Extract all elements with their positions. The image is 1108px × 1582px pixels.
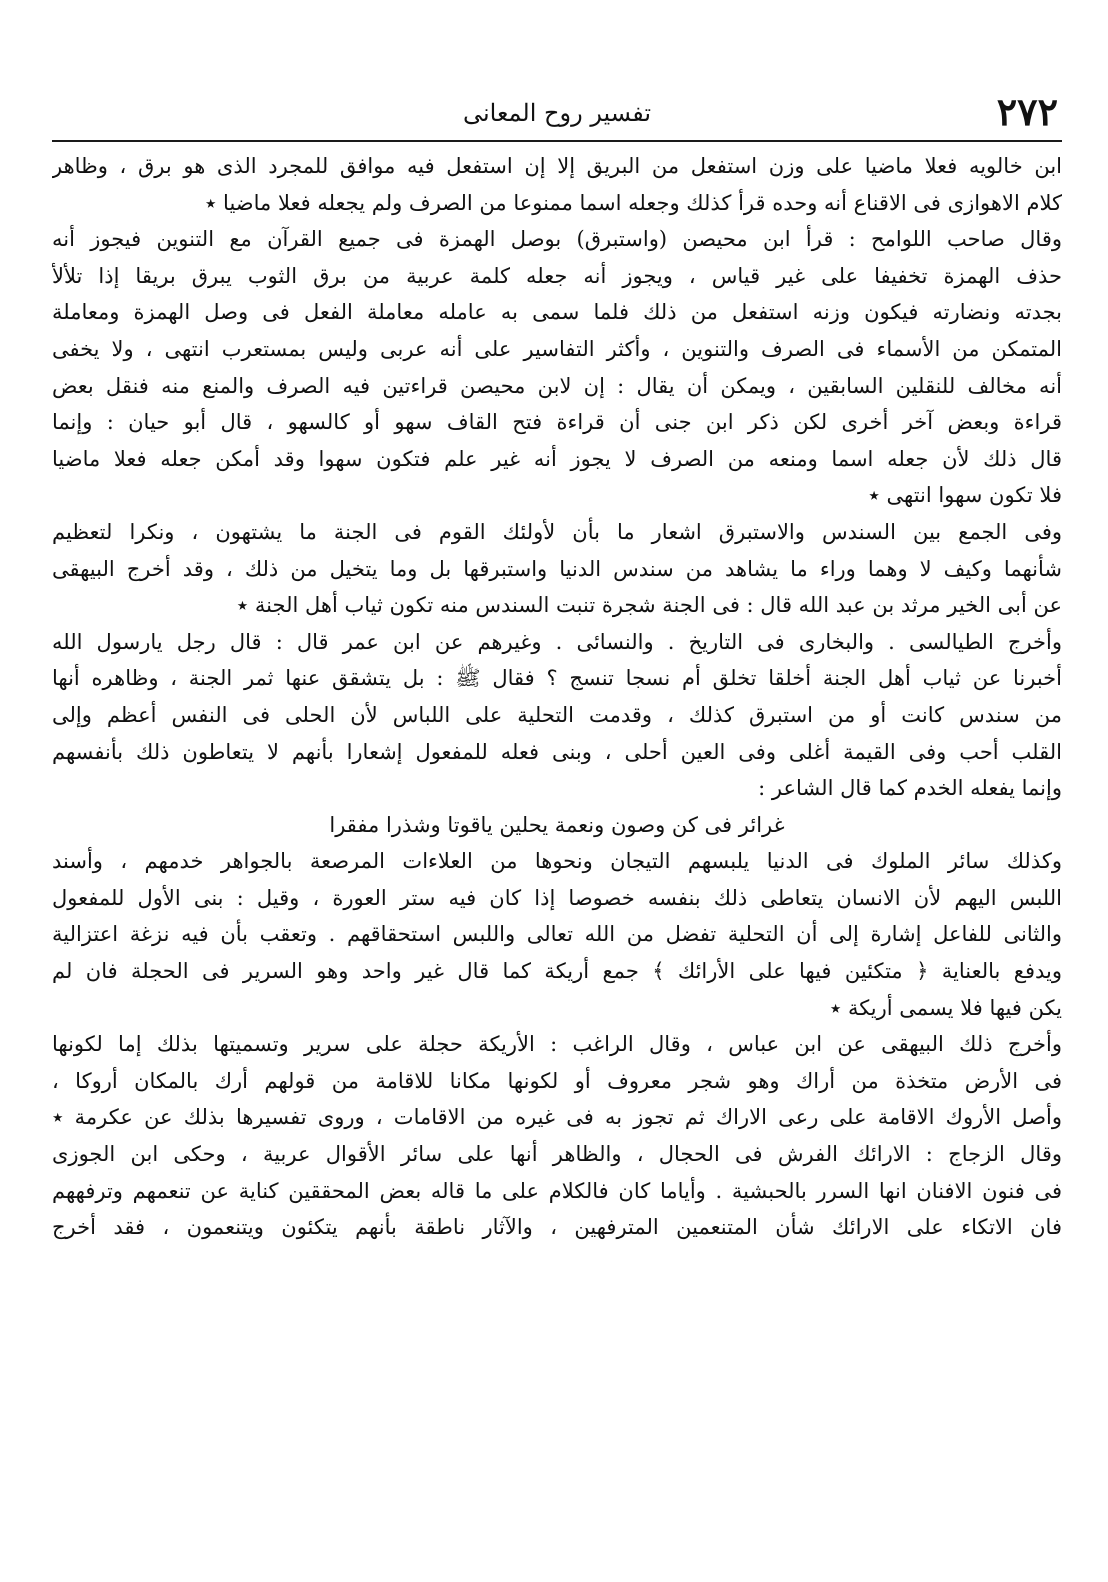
text-line: القلب أحب وفى القيمة أغلى وفى العين أحلى ، وبنى فعله للمفعول إشعارا بأنهم لا يتعاطون ذلك بأنفسهم [52,739,1062,764]
text-line: فلا تكون سهوا انتهى ٭ [868,483,1062,508]
text-line: فان الاتكاء على الارائك شأن المتنعمين المترفهين ، والآثار ناطقة بأنهم يتكئون ويتنعمون ، فقد أخرج [52,1215,1062,1240]
text-line: وكذلك سائر الملوك فى الدنيا يلبسهم التيجان ونحوها من العلاءات المرصعة بالجواهر خدمهم ، وأسند [52,849,1062,874]
text-line: والثانى للفاعل إشارة إلى أن التحلية تفضل من الله تعالى واللبس استحقاقهم . وتعقب بأن فيه نزغة اعتزالية [52,922,1062,947]
text-line: شأنهما وكيف لا وهما وراء ما يشاهد من سندس الدنيا واستبرقها بل وما يتخيل من ذلك ، وقد أخرج البيهقى [52,556,1062,581]
body-text [52,148,1062,1246]
text-line: أنه مخالف للنقلين السابقين ، ويمكن أن يقال : إن لابن محيصن قراءتين فيه الصرف والمنع منه فنقل بعض [52,373,1062,398]
page-number: ٢٧٢ [996,89,1058,134]
text-line: وفى الجمع بين السندس والاستبرق اشعار ما بأن لأولئك القوم فى الجنة ما يشتهون ، ونكرا لتعظيم [52,519,1062,544]
text-line: وأخرج الطيالسى . والبخارى فى التاريخ . والنسائى . وغيرهم عن ابن عمر قال : قال رجل يارسول الله [52,629,1062,654]
text-line: بجدته ونضارته فيكون وزنه استفعل من ذلك فلما سمى به عامله معاملة الفعل فى وصل الهمزة ومعاملة [52,300,1062,325]
text-line: يكن فيها فلا يسمى أريكة ٭ [829,995,1062,1020]
text-line: المتمكن من الأسماء فى الصرف والتنوين ، وأكثر التفاسير على أنه عربى وليس بمستعرب انتهى ، ولا يخفى [52,336,1062,361]
text-line: اللبس اليهم لأن الانسان يتعاطى ذلك بنفسه خصوصا إذا كان فيه ستر العورة ، وقيل : بنى الأول للمفعول [52,885,1062,910]
text-line: حذف الهمزة تخفيفا على غير قياس ، ويجوز أنه جعله كلمة عربية من برق الثوب يبرق بريقا إذا تلألأ [52,263,1062,288]
verse-line: غرائر فى كن وصون ونعمة يحلين ياقوتا وشذرا مفقرا [329,812,785,837]
text-line: وقال صاحب اللوامح : قرأ ابن محيصن (واستبرق) بوصل الهمزة فى جميع القرآن مع التنوين فيجوز أنه [52,227,1062,252]
text-line: قراءة وبعض آخر أخرى لكن ذكر ابن جنى أن قراءة فتح القاف سهو أو كالسهو ، قال أبو حيان : وإنما [52,410,1062,435]
running-title: تفسير روح المعانى [462,99,652,127]
text-line: عن أبى الخير مرثد بن عبد الله قال : فى الجنة شجرة تنبت السندس منه تكون ثياب أهل الجنة ٭ [236,593,1062,618]
text-line: وإنما يفعله الخدم كما قال الشاعر : [758,776,1062,801]
text-line: أخبرنا عن ثياب أهل الجنة أخلقا تخلق أم نسجا تنسج ؟ فقال ﷺ : بل يتشقق عنها ثمر الجنة ، وظاهره أنها [52,666,1062,691]
text-line: من سندس كانت أو من استبرق كذلك ، وقدمت التحلية على اللباس لأن الحلى فى النفس أعظم وإلى [52,702,1062,727]
text-line: ابن خالويه فعلا ماضيا على وزن استفعل من البريق إلا إن استفعل فيه موافق للمجرد الذى هو برق ، وظاهر [52,154,1062,178]
text-line: فى فنون الافنان انها السرر بالحبشية . وأياما كان فالكلام على ما قاله بعض المحققين كناية عن تنعمهم وترفههم [52,1178,1062,1203]
text-line: قال ذلك لأن جعله اسما ومنعه من الصرف لا يجوز أنه غير علم فتكون سهوا وقد أمكن جعله فعلا ماضيا [52,446,1062,471]
text-line: وقال الزجاج : الارائك الفرش فى الحجال ، والظاهر أنها على سائر الأقوال عربية ، وحكى ابن الجوزى [52,1142,1062,1167]
text-line: كلام الاهوازى فى الاقناع أنه وحده قرأ كذلك وجعله اسما ممنوعا من الصرف ولم يجعله فعلا ماضيا ٭ [204,190,1062,215]
text-line: ويدفع بالعناية ﴿ متكئين فيها على الأرائك ﴾ جمع أريكة كما قال غير واحد وهو السرير فى الحجلة فان لم [52,959,1062,984]
page-header [52,88,1062,142]
text-line: وأصل الأروك الاقامة على رعى الاراك ثم تجوز به فى غيره من الاقامات ، وروى تفسيرها بذلك عن عكرمة ٭ [52,1105,1062,1130]
book-page [52,88,1062,1246]
text-line: فى الأرض متخذة من أراك وهو شجر معروف أو لكونها مكانا للاقامة من قولهم أرك بالمكان أروكا ، [52,1068,1062,1093]
text-line: وأخرج ذلك البيهقى عن ابن عباس ، وقال الراغب : الأريكة حجلة على سرير وتسميتها بذلك إما لكونها [52,1032,1062,1057]
